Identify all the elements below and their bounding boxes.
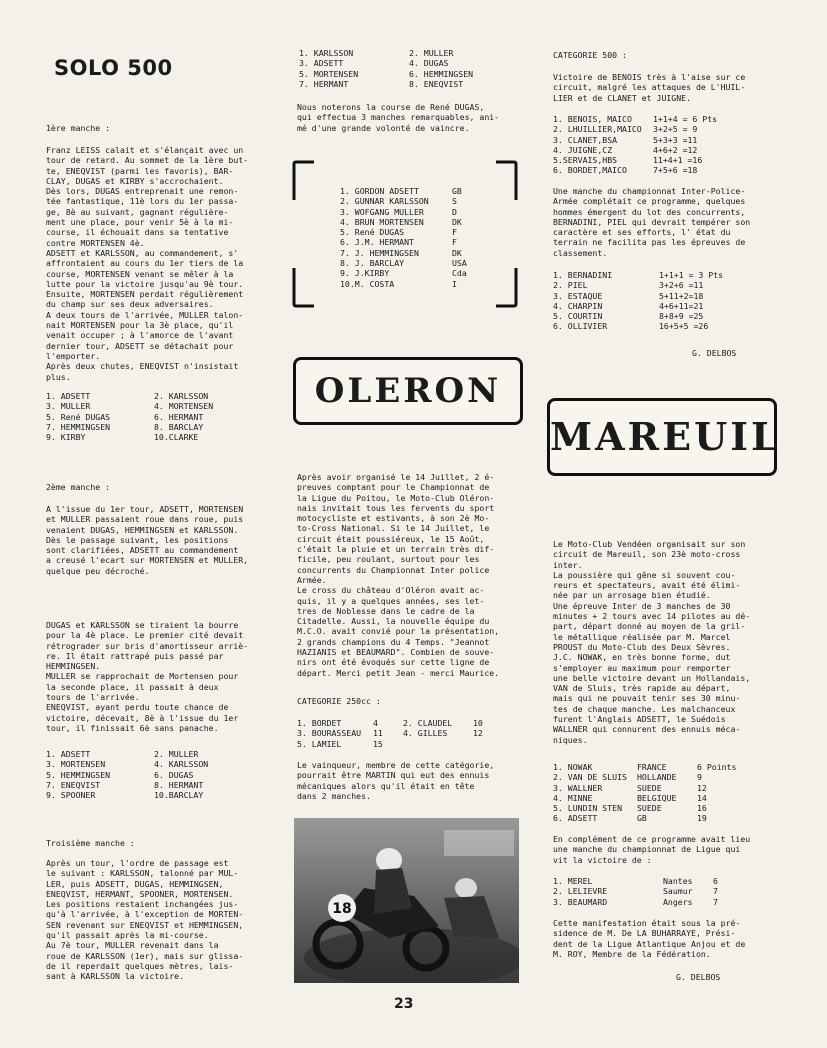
result-cell: D xyxy=(452,206,457,217)
section-title-solo-500: SOLO 500 xyxy=(54,56,173,80)
result-cell: 3. WOFGANG MULLER xyxy=(340,206,424,217)
heat1-title: 1ère manche : xyxy=(46,123,111,133)
result-cell: 10.BARCLAY xyxy=(154,790,204,801)
cat500-text: Victoire de BENOIS très à l'aise sur ce circuit, malgré les attaques de L'HUIL- LIER et de CLANET et JUIGNE. xyxy=(553,72,746,103)
cat250-title: CATEGORIE 250cc : xyxy=(297,696,381,706)
result-cell: 10.CLARKE xyxy=(154,432,199,443)
result-cell: 4. MINNE xyxy=(553,792,593,803)
result-cell: 8+8+9 =25 xyxy=(659,311,704,322)
result-cell: I xyxy=(452,278,457,289)
cat500-results xyxy=(553,114,743,176)
result-cell: 6. ADSETT xyxy=(553,813,598,824)
result-row xyxy=(553,280,749,290)
result-cell: Nantes xyxy=(663,876,693,886)
result-cell: 3. BOURASSEAU xyxy=(297,728,362,739)
mareuil-results xyxy=(553,762,757,824)
result-cell: 3. ESTAQUE xyxy=(553,290,603,301)
result-cell: 4. DUGAS xyxy=(409,58,449,69)
result-row xyxy=(553,762,757,772)
heat1-results xyxy=(46,391,264,442)
result-row xyxy=(553,301,749,311)
result-row xyxy=(297,718,493,728)
heat1-text: Franz LEISS calait et s'élançait avec un tour de retard. Au sommet de la 1ère but- te, ENEQVIST (parmi les favoris), BAR- CLAY, DUGAS et KIRBY s'accrochaient. Dès lors, DUGAS entreprenait une remon- tée fantastique, 11è lors du 1er passa- ge, 8è au suivant, gagnant régulière- ment une place, pour venir 5è à la mi- course, il échouait dans sa tentative contre MORTENSEN 4è. ADSETT et KARLSSON, au commandement, s' affrontaient au cours du 1er tiers de la course, MORTENSEN venant se mêler à la lutte pour la victoire jusqu'au 9è tour. Ensuite, MORTENSEN perdait régulièrement du champ sur ses deux adversaires. A deux tours de l'arrivée, MULLER talon- nait MORTENSEN pour la 3è place, qu'il venait occuper ; à l'amorce de l'avant dernier tour, ADSETT se détachait pour l'emporter. Après deux chutes, ENEQVIST n'insistait plus. xyxy=(46,145,249,382)
result-cell: 5. LUNDIN STEN xyxy=(553,803,623,814)
result-cell: 8. HERMANT xyxy=(154,779,204,790)
result-cell: 1. GORDON ADSETT xyxy=(340,186,419,196)
result-cell: USA xyxy=(452,258,467,269)
oleron-text: Après avoir organisé le 14 Juillet, 2 é- preuves comptant pour le Championnat de la Ligue du Poitou, le Moto-Club Oléron- nais invitait tous les fervents du sport motocycliste et estivants, à son 2è Mo- to-Cross National. Si le 14 Juillet, le circuit était poussiéreux, le 15 Août, c'était la pluie et un terrain très dif- ficile, peu roulant, surtout pour les concurrents du Championnat Inter police Armée. Le cross du château d'Oléron avait ac- quis, il y a quelques années, ses let- tres de Noblesse dans le cadre de la Citadelle. Aussi, la nouvelle équipe du M.C.O. avait convié pour la présentation, 2 grands champions du 4 Temps. "Jeannot HAZIANIS et BEAUMARD". Combien de souve- nirs ont été évoqués sur cette ligne de départ. Merci petit Jean - merci Maurice. xyxy=(297,472,500,678)
heat2-results xyxy=(46,749,264,800)
result-cell: SUEDE xyxy=(637,782,662,793)
result-row xyxy=(299,79,509,89)
result-cell: 4. CHARPIN xyxy=(553,300,603,311)
result-cell: 1. BERNADINI xyxy=(553,270,613,280)
result-cell: 2. GUNNAR KARLSSON xyxy=(340,196,429,207)
closing-text: Cette manifestation était sous la pré- sidence de M. De LA BUHARRAYE, Prési- dent de la Ligue Atlantique Anjou et de M. ROY, Membre de la Fédération. xyxy=(553,918,746,959)
result-cell: 10.M. COSTA xyxy=(340,278,395,289)
result-cell: 14 xyxy=(697,792,707,803)
result-cell: 10 xyxy=(473,718,483,728)
result-cell: 9 xyxy=(697,772,702,783)
result-cell: 3. ADSETT xyxy=(299,58,344,69)
result-row xyxy=(553,321,749,331)
result-cell: 1. BORDET xyxy=(297,718,342,728)
motocross-sidecar-photo xyxy=(294,818,519,983)
result-cell: 7. J. HEMMINGSEN xyxy=(340,247,419,258)
result-cell: 7 xyxy=(713,886,718,897)
result-cell: 2. LHUILLIER,MAICO xyxy=(553,124,642,135)
result-row xyxy=(553,124,743,134)
result-row xyxy=(46,422,264,432)
result-cell: 1. NOWAK xyxy=(553,762,593,772)
result-cell: 16 xyxy=(697,803,707,814)
result-cell: 2. MULLER xyxy=(154,749,199,759)
result-row xyxy=(340,227,478,237)
heat2-title: 2ème manche : xyxy=(46,482,111,492)
result-cell: 8. J. BARCLAY xyxy=(340,258,405,269)
result-cell: 7+5+6 =18 xyxy=(653,165,698,176)
result-cell: 8. BARCLAY xyxy=(154,421,204,432)
mareuil-text: Le Moto-Club Vendéen organisait sur son circuit de Mareuil, son 23è moto-cross inter. La poussière qui gêne si souvent cou- reurs et spectateurs, avait été élimi- née par un arrosage bien étudié. Une épreuve Inter de 3 manches de 30 minutes + 2 tours avec 14 pilotes au dé- part, départ donné au moyen de la gril- le métallique réalisée par M. Marcel PROUST du Moto-Club des Deux Sèvres. J.C. NOWAK, en très bonne forme, dut s'employer au maximum pour remporter une belle victoire devant un Hollandais, VAN de Sluis, très rapide au départ, mais qui ne pouvait tenir ses 30 minu- tes de chaque manche. Les malchanceux furent l'Anglais ADSETT, le Suédois WALLNER qui connurent des ennuis méca- niques. xyxy=(553,539,751,745)
result-cell: Angers xyxy=(663,896,693,907)
heat2-text-continued: DUGAS et KARLSSON se tiraient la bourre pour la 4è place. Le premier cité devait rétrograder sur bris d'amortisseur arriè- re. Il était rattrapé puis passé par HEMMINGSEN. MULLER se rapprochait de Mortensen pour la seconde place, il passait à deux tours de l'arrivée. ENEQVIST, ayant perdu toute chance de victoire, décevait, 8è à l'issue du 1er tour, il finissait 6è sans panache. xyxy=(46,620,249,733)
result-cell: 4 xyxy=(373,718,378,728)
result-cell: 5. René DUGAS xyxy=(46,411,111,422)
section-title-oleron: OLERON xyxy=(293,357,523,425)
result-cell: 3. BEAUMARD xyxy=(553,896,608,907)
result-cell: 4. JUIGNE,CZ xyxy=(553,144,613,155)
result-cell: 6. OLLIVIER xyxy=(553,321,608,332)
cat250-results xyxy=(297,718,493,749)
result-cell: 6. J.M. HERMANT xyxy=(340,237,414,248)
author-signature-2: G. DELBOS xyxy=(676,972,721,982)
result-row xyxy=(340,207,478,217)
league-text: En complément de ce programme avait lieu une manche du championnat de Ligue qui vit la victoire de : xyxy=(553,834,751,865)
result-cell: 7. HERMANT xyxy=(299,78,349,89)
result-cell: 5. HEMMINGSEN xyxy=(46,769,111,780)
result-row xyxy=(46,401,264,411)
result-cell: 1. ADSETT xyxy=(46,749,91,759)
result-row xyxy=(553,165,743,175)
result-cell: 2. LELIEVRE xyxy=(553,886,608,897)
result-cell xyxy=(403,739,473,749)
result-cell: 9. SPOONER xyxy=(46,790,96,801)
result-cell: F xyxy=(452,227,457,238)
result-cell: 12 xyxy=(697,782,707,793)
result-row xyxy=(553,145,743,155)
result-row xyxy=(553,311,749,321)
result-row xyxy=(553,897,733,907)
result-row xyxy=(553,291,749,301)
result-cell: 9. J.KIRBY xyxy=(340,268,390,279)
result-row xyxy=(553,772,757,782)
result-row xyxy=(340,196,478,206)
result-cell: 1. KARLSSON xyxy=(299,48,354,58)
result-cell: DK xyxy=(452,247,462,258)
result-row xyxy=(297,739,493,749)
result-cell: 5. René DUGAS xyxy=(340,227,405,238)
result-row xyxy=(340,237,478,247)
author-signature-1: G. DELBOS xyxy=(692,348,737,358)
result-row xyxy=(553,793,757,803)
result-row xyxy=(553,114,743,124)
result-row xyxy=(340,268,478,278)
race-number: 18 xyxy=(332,901,352,917)
cat250-text: Le vainqueur, membre de cette catégorie, pourrait être MARTIN qui eut des ennuis mécaniques alors qu'il était en tête dans 2 manches. xyxy=(297,760,495,801)
cat500-title: CATEGORIE 500 : xyxy=(553,50,627,60)
result-cell: 6. HERMANT xyxy=(154,411,204,422)
result-row xyxy=(46,391,264,401)
section-title-mareuil: MAREUIL xyxy=(547,398,777,476)
result-cell: GB xyxy=(637,813,647,824)
result-cell: GB xyxy=(452,186,462,196)
result-cell: 2. MULLER xyxy=(409,48,454,58)
result-cell: 2. KARLSSON xyxy=(154,391,209,401)
result-cell: 3. WALLNER xyxy=(553,782,603,793)
result-row xyxy=(340,217,478,227)
heat3-title: Troisième manche : xyxy=(46,838,135,848)
result-cell: 4+6+11=21 xyxy=(659,300,704,311)
result-cell: 15 xyxy=(373,738,383,749)
result-cell: Saumur xyxy=(663,886,693,897)
heat3-results xyxy=(299,48,509,89)
result-row xyxy=(553,783,757,793)
result-cell: SUEDE xyxy=(637,803,662,814)
result-cell: FRANCE xyxy=(637,762,667,772)
result-cell: 11+4+1 =16 xyxy=(653,155,703,166)
result-cell: 3. MORTENSEN xyxy=(46,759,106,770)
result-row xyxy=(340,186,478,196)
result-cell: 2. VAN DE SLUIS xyxy=(553,772,627,783)
result-cell: 16+5+5 =26 xyxy=(659,321,709,332)
police-army-results xyxy=(553,270,749,332)
result-cell: 19 xyxy=(697,813,707,824)
result-cell: 3. CLANET,BSA xyxy=(553,134,618,145)
result-row xyxy=(46,790,264,800)
result-cell: 6. HEMMINGSEN xyxy=(409,68,474,79)
result-cell: 5. MORTENSEN xyxy=(299,68,359,79)
result-row xyxy=(553,155,743,165)
result-row xyxy=(299,48,509,58)
result-cell: 1+1+1 = 3 Pts xyxy=(659,270,724,280)
result-cell: HOLLANDE xyxy=(637,772,677,783)
page-number: 23 xyxy=(394,996,414,1012)
result-cell: S xyxy=(452,196,457,207)
result-row xyxy=(340,258,478,268)
result-row xyxy=(553,270,749,280)
heat3-text: Après un tour, l'ordre de passage est le suivant : KARLSSON, talonné par MUL- LER, puis ADSETT, DUGAS, HEMMINGSEN, ENEQVIST, HERMANT, SPOONER, MORTENSEN. Les positions restaient inchangées jus- qu'à l'arrivée, à l'exception de MORTEN- SEN revenant sur ENEQVIST et HEMMINGSEN, qu'il passait après la mi-course. Au 7è tour, MULLER revenait dans la roue de KARLSSON (1er), mais sur glissa- de il reperdait quelques mètres, lais- sant à KARLSSON la victoire. xyxy=(46,858,244,982)
result-cell: 11 xyxy=(373,728,383,739)
result-row xyxy=(46,780,264,790)
result-cell: 6. DUGAS xyxy=(154,769,194,780)
result-cell: Cda xyxy=(452,268,467,279)
result-row xyxy=(46,749,264,759)
result-row xyxy=(297,728,493,738)
result-row xyxy=(340,279,478,289)
result-cell: 4. BRUN MORTENSEN xyxy=(340,216,424,227)
result-cell: 3+2+5 = 9 xyxy=(653,124,698,135)
result-cell: DK xyxy=(452,216,462,227)
result-cell: 3+2+6 =11 xyxy=(659,280,704,291)
league-results xyxy=(553,876,733,907)
result-cell: 5+11+2=18 xyxy=(659,290,704,301)
result-row xyxy=(46,432,264,442)
result-cell: 4. KARLSSON xyxy=(154,759,209,770)
result-row xyxy=(553,876,733,886)
result-cell: 1. ADSETT xyxy=(46,391,91,401)
police-army-text: Une manche du championnat Inter-Police- Armée complétait ce programme, quelques hommes émergent du lot des concurrents, BERNADINI, PIEL qui devrait tempérer son caractère et ses efforts, l' état du terrain ne facilita pas les épreuves de classement. xyxy=(553,186,751,258)
result-cell: 6 xyxy=(713,876,718,886)
result-cell: 8. ENEQVIST xyxy=(409,78,464,89)
result-cell: 7 xyxy=(713,896,718,907)
result-cell: 12 xyxy=(473,728,483,739)
result-cell: 4. GILLES xyxy=(403,728,448,739)
result-cell: 5. COURTIN xyxy=(553,311,603,322)
result-row xyxy=(46,770,264,780)
result-row xyxy=(299,58,509,68)
result-cell: F xyxy=(452,237,457,248)
result-cell: 6. BORDET,MAICO xyxy=(553,165,627,176)
result-cell: 1+1+4 = 6 Pts xyxy=(653,114,718,124)
result-row xyxy=(340,248,478,258)
result-cell: 7. ENEQVIST xyxy=(46,779,101,790)
result-cell: 1. MEREL xyxy=(553,876,593,886)
result-cell: 2. PIEL xyxy=(553,280,588,291)
result-cell: 7. HEMMINGSEN xyxy=(46,421,111,432)
result-row xyxy=(299,69,509,79)
result-cell: 4+6+2 =12 xyxy=(653,144,698,155)
result-row xyxy=(46,412,264,422)
final-ranking xyxy=(340,186,478,289)
result-row xyxy=(553,813,757,823)
result-cell: 5. LAMIEL xyxy=(297,738,342,749)
heat2-text: A l'issue du 1er tour, ADSETT, MORTENSEN et MULLER passaient roue dans roue, puis venaient DUGAS, HEMMINGSEN et KARLSSON. Dès le passage suivant, les positions sont clarifiées, ADSETT au commandement a creusé l'ecart sur MORTENSEN et MULLER, quelque peu décroché. xyxy=(46,504,249,576)
result-cell: 1. BENOIS, MAICO xyxy=(553,114,632,124)
result-cell: 5+3+3 =11 xyxy=(653,134,698,145)
result-cell: 6 Points xyxy=(697,762,737,772)
result-cell: 3. MULLER xyxy=(46,401,91,412)
result-row xyxy=(553,886,733,896)
result-cell: 9. KIRBY xyxy=(46,432,86,443)
result-row xyxy=(553,803,757,813)
result-cell xyxy=(473,739,493,749)
result-cell: 2. CLAUDEL xyxy=(403,718,453,728)
result-cell: 4. MORTENSEN xyxy=(154,401,214,412)
result-cell: 5.SERVAIS,HBS xyxy=(553,155,618,166)
result-row xyxy=(553,135,743,145)
dugas-note: Nous noterons la course de René DUGAS, qui effectua 3 manches remarquables, ani- mé d'une grande volonté de vaincre. xyxy=(297,102,500,133)
result-row xyxy=(46,759,264,769)
result-cell: BELGIQUE xyxy=(637,792,677,803)
